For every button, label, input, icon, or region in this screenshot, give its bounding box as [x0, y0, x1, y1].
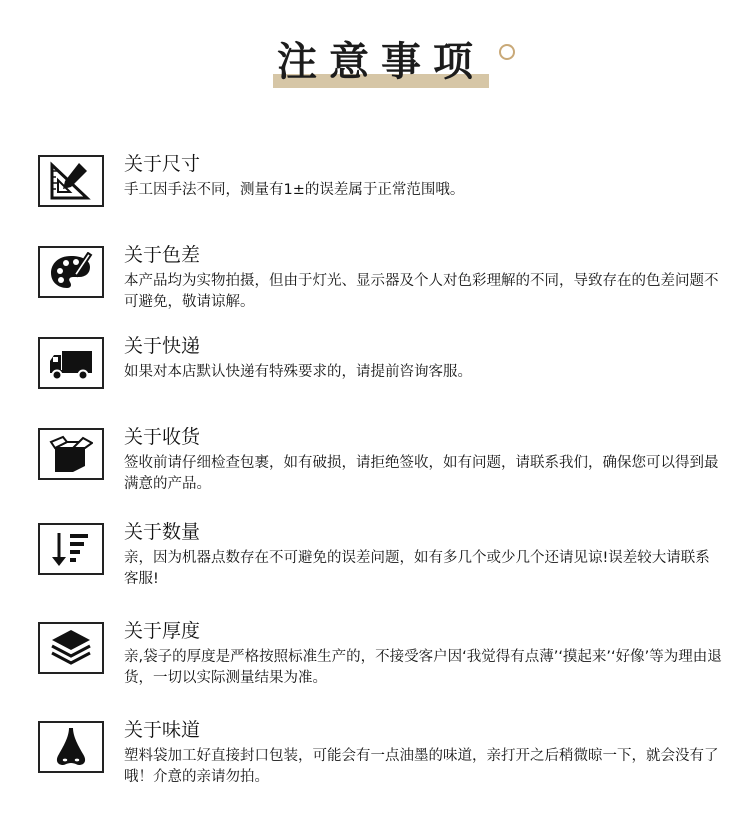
page-title	[265, 38, 485, 86]
notice-item-receipt	[38, 428, 718, 500]
page-title-text: 注意事项	[277, 38, 485, 85]
title-dot-decoration	[499, 44, 515, 60]
item-title: 关于尺寸	[124, 153, 201, 175]
nose-icon	[38, 721, 104, 773]
item-title: 关于厚度	[124, 620, 201, 642]
item-body: 亲，因为机器点数存在不可避免的误差问题，如有多几个或少几个还请见谅!误差较大请联系客服!	[124, 550, 710, 587]
item-title: 关于数量	[124, 521, 201, 543]
notice-item-delivery	[38, 337, 718, 409]
item-body: 如果对本店默认快递有特殊要求的，请提前咨询客服。	[124, 364, 472, 380]
palette-icon	[38, 246, 104, 298]
notice-item-quantity	[38, 523, 718, 595]
notice-item-smell	[38, 721, 718, 793]
package-icon	[38, 428, 104, 480]
truck-icon	[38, 337, 104, 389]
notice-item-thickness	[38, 620, 722, 694]
item-body: 本产品均为实物拍摄，但由于灯光、显示器及个人对色彩理解的不同，导致存在的色差问题不可避免，敬请谅解。	[124, 273, 719, 310]
notice-item-size	[38, 155, 718, 227]
header	[0, 38, 750, 86]
item-title: 关于快递	[124, 335, 201, 357]
item-body: 手工因手法不同，测量有1±的误差属于正常范围哦。	[124, 182, 465, 198]
layers-icon	[38, 622, 104, 674]
item-body: 塑料袋加工好直接封口包装，可能会有一点油墨的味道，亲打开之后稍微晾一下，就会没有了哦！介意的亲请勿拍。	[124, 748, 719, 785]
item-body: 亲,袋子的厚度是严格按照标准生产的，不接受客户因‘我觉得有点薄’‘摸起来’‘好像’等为理由退货，一切以实际测量结果为准。	[124, 649, 722, 686]
item-title: 关于收货	[124, 426, 201, 448]
ruler-triangle-icon	[38, 155, 104, 207]
sort-list-icon	[38, 523, 104, 575]
item-body: 签收前请仔细检查包裹，如有破损，请拒绝签收，如有问题，请联系我们，确保您可以得到最满意的产品。	[124, 455, 719, 492]
notice-item-color	[38, 246, 718, 318]
item-title: 关于色差	[124, 244, 201, 266]
item-title: 关于味道	[124, 719, 201, 741]
